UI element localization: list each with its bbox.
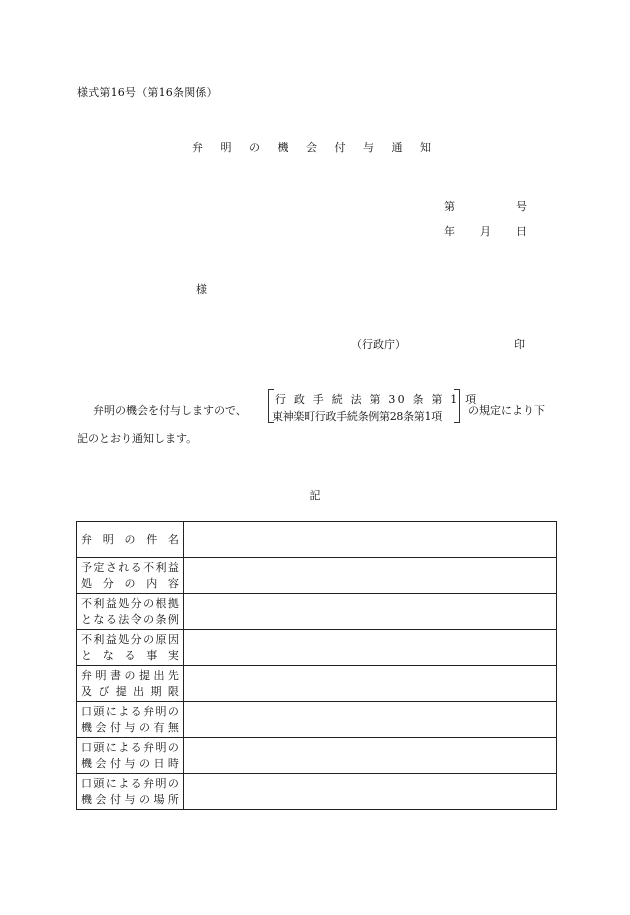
row-value-cell[interactable] bbox=[183, 738, 556, 774]
body-text-second-line: 記のとおり通知します。 bbox=[77, 432, 198, 445]
table-row bbox=[77, 594, 557, 630]
table-row bbox=[77, 630, 557, 666]
row-label-line-1: 弁明書の提出先 bbox=[81, 668, 179, 682]
row-label-line-2: 及び提出期限 bbox=[81, 684, 179, 698]
table-row bbox=[77, 558, 557, 594]
row-value-cell[interactable] bbox=[183, 702, 556, 738]
legal-basis-line-1: 行 政 手 続 法 第 30 条 第 1 項 bbox=[275, 393, 479, 406]
row-label bbox=[77, 666, 184, 702]
date-month: 月 bbox=[480, 225, 491, 238]
date-day: 日 bbox=[516, 225, 527, 238]
row-label bbox=[77, 594, 184, 630]
table-row bbox=[77, 522, 557, 558]
table-row bbox=[77, 702, 557, 738]
document-title: 弁 明 の 機 会 付 与 通 知 bbox=[192, 141, 438, 154]
addressee-suffix: 様 bbox=[196, 283, 207, 296]
row-label-line-1: 口頭による弁明の bbox=[81, 704, 179, 718]
row-label bbox=[77, 774, 184, 810]
row-value-cell[interactable] bbox=[183, 774, 556, 810]
row-value-cell[interactable] bbox=[183, 594, 556, 630]
row-value-cell[interactable] bbox=[183, 558, 556, 594]
row-label-line-2: 機会付与の日時 bbox=[81, 756, 179, 770]
seal-mark: 印 bbox=[514, 338, 525, 351]
row-label bbox=[77, 630, 184, 666]
row-value-cell[interactable] bbox=[183, 630, 556, 666]
ki-heading: 記 bbox=[309, 489, 321, 502]
row-label bbox=[77, 738, 184, 774]
row-label-line-2: 機会付与の場所 bbox=[81, 792, 179, 806]
row-label-line-2: と な る 事 実 bbox=[81, 648, 179, 662]
number-suffix: 号 bbox=[516, 200, 527, 213]
row-label-line-2: 処 分 の 内 容 bbox=[81, 576, 179, 590]
body-text-after: の規定により下 bbox=[468, 404, 545, 417]
row-value-cell[interactable] bbox=[183, 666, 556, 702]
row-label bbox=[77, 522, 184, 558]
body-text-before: 弁明の機会を付与しますので、 bbox=[93, 404, 247, 417]
table-row bbox=[77, 666, 557, 702]
row-value-cell[interactable] bbox=[183, 522, 556, 558]
row-label-line-1: 不利益処分の根拠 bbox=[81, 596, 179, 610]
row-label-line-2: 機会付与の有無 bbox=[81, 720, 179, 734]
form-number-label: 様式第16号（第16条関係） bbox=[77, 86, 218, 99]
row-label-line-1: 弁 明 の 件 名 bbox=[81, 532, 179, 546]
legal-basis-line-2: 東神楽町行政手続条例第28条第1項 bbox=[272, 410, 442, 423]
row-label bbox=[77, 558, 184, 594]
row-label bbox=[77, 702, 184, 738]
row-label-line-1: 口頭による弁明の bbox=[81, 776, 179, 790]
table-row bbox=[77, 738, 557, 774]
agency-label: （行政庁） bbox=[351, 338, 406, 351]
row-label-line-1: 不利益処分の原因 bbox=[81, 632, 179, 646]
items-table bbox=[76, 521, 557, 810]
row-label-line-1: 口頭による弁明の bbox=[81, 740, 179, 754]
date-year: 年 bbox=[444, 225, 455, 238]
number-prefix: 第 bbox=[444, 200, 455, 213]
row-label-line-2: となる法令の条例 bbox=[81, 612, 179, 626]
table-row bbox=[77, 774, 557, 810]
row-label-line-1: 予定される不利益 bbox=[81, 560, 179, 574]
